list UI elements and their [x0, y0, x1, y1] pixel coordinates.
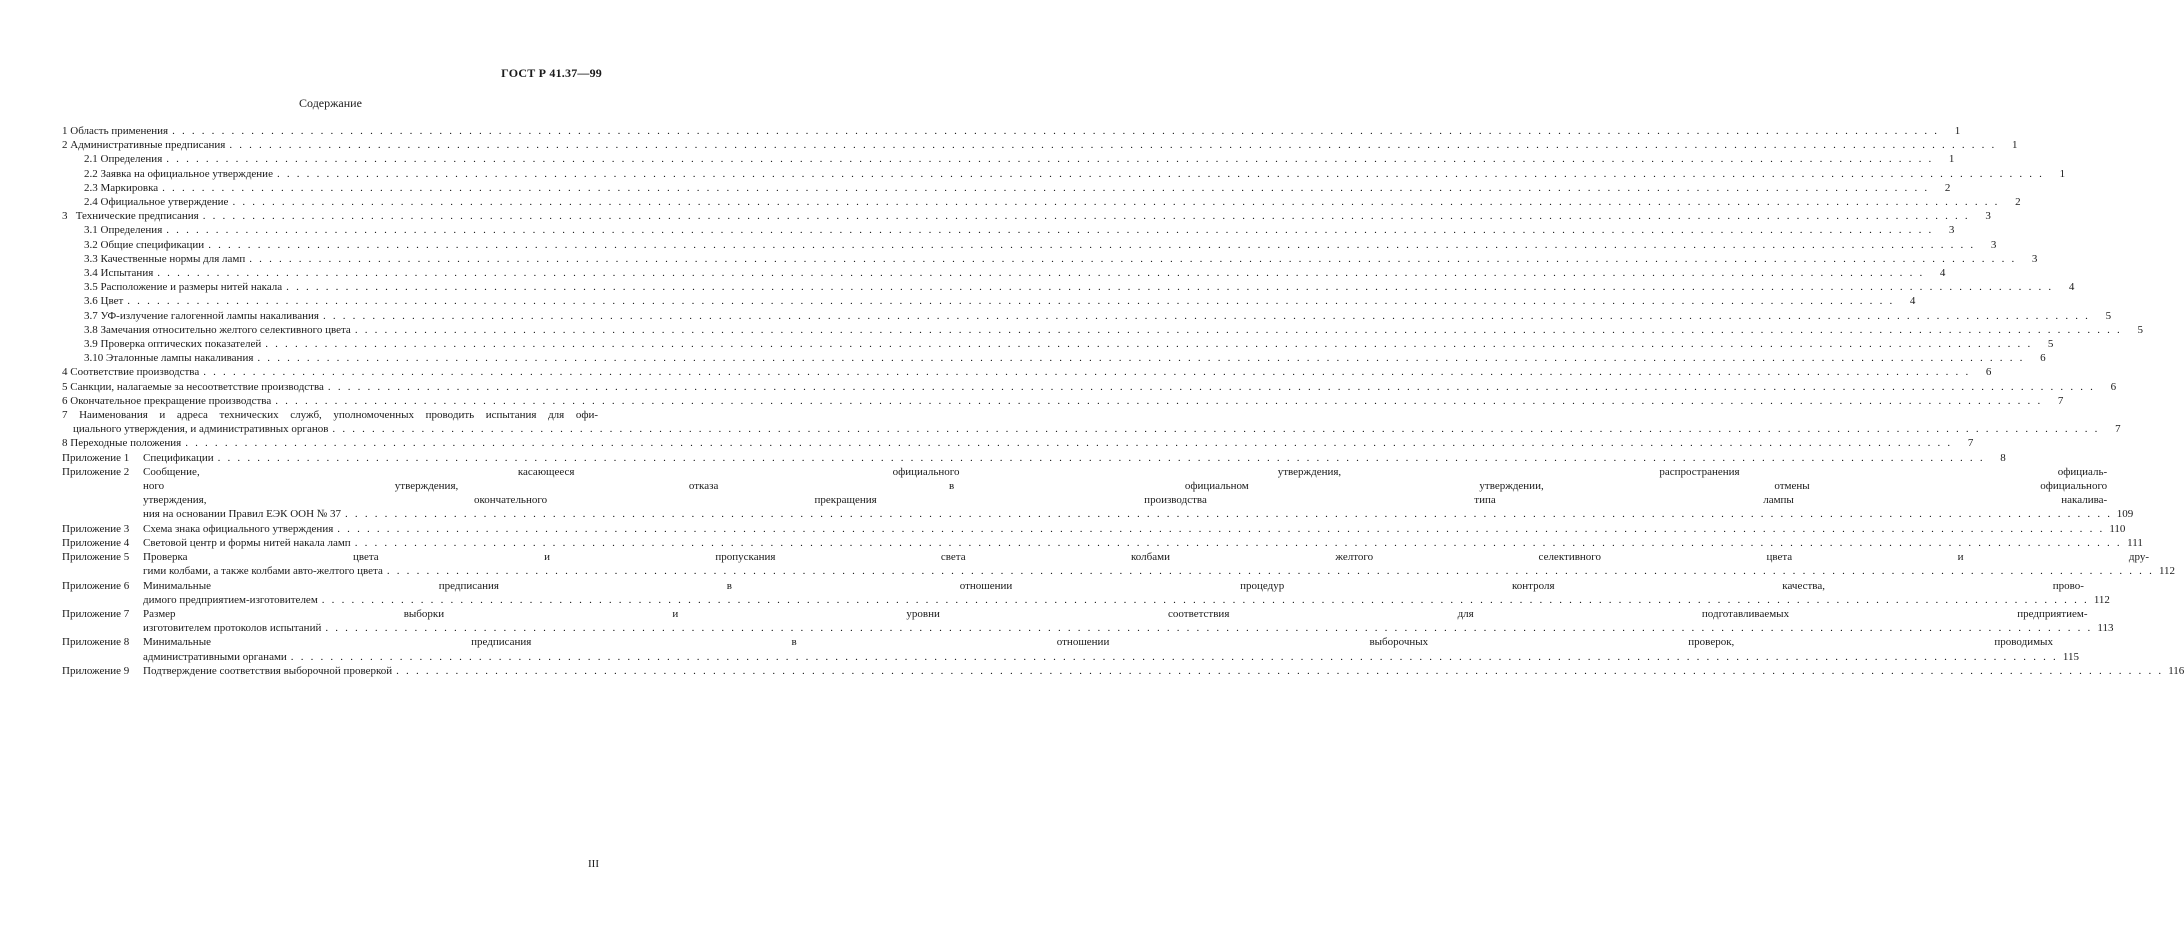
annex-page: 116	[2168, 664, 2184, 677]
annex-label: Приложение 3	[62, 522, 130, 535]
toc-entry-2[interactable]	[62, 138, 2018, 152]
toc-entry-title: циального утверждения, и административных органов	[73, 423, 329, 436]
annex-label: Приложение 1	[62, 451, 130, 464]
toc-entry-page: 2	[1944, 181, 1951, 194]
leader-dots	[203, 365, 1970, 379]
annex-label: Приложение 9	[62, 664, 130, 677]
annex-page: 110	[2109, 522, 2126, 535]
toc-entry-7-line-1[interactable]	[62, 408, 598, 422]
annex-title-line: Проверка цвета и пропускания света колбами желтого селективного цвета и дру-	[143, 551, 2150, 564]
toc-title: Содержание	[299, 96, 362, 110]
annex-page: 8	[2000, 451, 2006, 464]
leader-dots	[328, 380, 2095, 394]
annex-title-line: Минимальные предписания в отношении процедур контроля качества, прово-	[143, 579, 2084, 592]
toc-entry-title: 3 Технические предписания	[62, 210, 199, 223]
leader-dots	[387, 564, 2154, 578]
page-number: III	[588, 858, 599, 870]
toc-entry-title: 3.8 Замечания относительно желтого селективного цвета	[84, 323, 351, 336]
toc-entry-1[interactable]	[62, 124, 1961, 138]
annex-title: Подтверждение соответствия выборочной проверкой	[143, 664, 393, 677]
toc-entry-3[interactable]	[62, 209, 1991, 223]
annex-title: Схема знака официального утверждения	[143, 522, 334, 535]
leader-dots	[325, 621, 2092, 635]
leader-dots	[265, 337, 2032, 351]
annex-6[interactable]	[62, 579, 2110, 607]
toc-entry-title: 2.1 Определения	[84, 153, 163, 166]
annex-3[interactable]	[62, 522, 2126, 536]
toc-entry-page: 7	[1967, 437, 1974, 450]
toc-entry-page: 5	[2047, 338, 2054, 351]
toc-entry-5[interactable]	[62, 380, 2117, 394]
annex-page: 111	[2127, 536, 2143, 549]
leader-dots	[345, 507, 2112, 521]
annex-title-line: Размер выборки и уровни соответствия для подготавливаемых предприятием-	[143, 607, 2088, 620]
annex-title-line: Минимальные предписания в отношении выборочных проверок, проводимых	[143, 636, 2053, 649]
annex-title-line: димого предприятием-изготовителем	[143, 593, 318, 606]
leader-dots	[229, 138, 1996, 152]
toc-entry-title: 2.3 Маркировка	[84, 181, 159, 194]
annex-1[interactable]	[62, 451, 2006, 465]
annex-2[interactable]	[62, 465, 2134, 522]
leader-dots	[166, 152, 1933, 166]
leader-dots	[203, 209, 1970, 223]
toc-entry-page: 3	[1948, 224, 1955, 237]
leader-dots	[332, 422, 2099, 436]
toc-entry-title: 2.2 Заявка на официальное утверждение	[84, 167, 273, 180]
toc-entry-page: 6	[1985, 366, 1992, 379]
annex-label: Приложение 8	[62, 636, 130, 649]
toc-entry-2-2[interactable]	[62, 167, 2066, 181]
leader-dots	[208, 238, 1975, 252]
toc-entry-page: 4	[1939, 267, 1946, 280]
toc-entry-7-line-2[interactable]	[62, 422, 2121, 436]
annex-title-line: ния на основании Правил ЕЭК ООН № 37	[143, 508, 342, 521]
toc-entry-title: 3.1 Определения	[84, 224, 163, 237]
toc-entry-title: 3.6 Цвет	[84, 295, 124, 308]
toc-entry-page: 4	[1909, 295, 1916, 308]
toc-entry-page: 1	[2059, 167, 2066, 180]
annex-8[interactable]	[62, 635, 2079, 663]
toc-entry-title: 3.7 УФ-излучение галогенной лампы накаливания	[84, 309, 319, 322]
annex-label: Приложение 5	[62, 551, 130, 564]
leader-dots	[275, 394, 2042, 408]
annex-page: 115	[2062, 650, 2079, 663]
toc-entry-title: 2 Административные предписания	[62, 139, 226, 152]
leader-dots	[127, 294, 1894, 308]
leader-dots	[249, 252, 2016, 266]
toc-entry-3-4[interactable]	[62, 266, 1946, 280]
annex-page: 112	[2093, 593, 2110, 606]
annex-title: Световой центр и формы нитей накала ламп	[143, 536, 351, 549]
toc-entry-page: 2	[2015, 196, 2021, 209]
toc-entry-page: 5	[2105, 309, 2112, 322]
toc-entry-title: 3.5 Расположение и размеры нитей накала	[84, 281, 283, 294]
toc-entry-page: 6	[2110, 380, 2117, 393]
toc-entry-3-7[interactable]	[62, 309, 2112, 323]
annex-title-line: изготовителем протоколов испытаний	[143, 622, 322, 635]
table-of-contents	[62, 124, 2184, 678]
leader-dots	[157, 266, 1924, 280]
toc-entry-title: 3.4 Испытания	[84, 267, 154, 280]
annex-title: Спецификации	[143, 451, 214, 464]
toc-entry-3-9[interactable]	[62, 337, 2054, 351]
leader-dots	[172, 124, 1939, 138]
leader-dots	[166, 223, 1933, 237]
toc-entry-3-5[interactable]	[62, 280, 2075, 294]
toc-entry-page: 1	[1954, 125, 1961, 137]
toc-entry-title: 2.4 Официальное утверждение	[84, 196, 229, 209]
toc-entry-3-8[interactable]	[62, 323, 2143, 337]
toc-entry-title: 3.3 Качественные нормы для ламп	[84, 252, 246, 265]
leader-dots	[355, 536, 2122, 550]
toc-entry-page: 3	[1990, 238, 1997, 251]
leader-dots	[257, 351, 2024, 365]
toc-entry-page: 7	[2115, 423, 2121, 436]
leader-dots	[396, 664, 2163, 678]
toc-entry-2-3[interactable]	[62, 181, 1951, 195]
toc-entry-3-6[interactable]	[62, 294, 1916, 308]
annex-4[interactable]	[62, 536, 2143, 550]
annex-title-line: административными органами	[143, 650, 287, 663]
annex-label: Приложение 4	[62, 536, 130, 549]
annex-9[interactable]	[62, 664, 2184, 678]
annex-title-line: Сообщение, касающееся официального утверждения, распространения официаль-	[143, 465, 2108, 478]
leader-dots	[291, 650, 2058, 664]
annex-title-line: гими колбами, а также колбами авто-желтого цвета	[143, 565, 383, 578]
toc-entry-page: 5	[2137, 323, 2143, 336]
leader-dots	[322, 593, 2089, 607]
toc-entry-3-1[interactable]	[62, 223, 1955, 237]
toc-entry-page: 1	[1948, 153, 1955, 166]
annex-label: Приложение 2	[62, 465, 130, 478]
annex-title-line: утверждения, окончательного прекращения производства типа лампы накалива-	[143, 494, 2108, 507]
toc-entry-2-4[interactable]	[62, 195, 2021, 209]
leader-dots	[185, 436, 1952, 450]
toc-entry-title: 7 Наименования и адреса технических служб, уполномоченных проводить испытания для офи-	[62, 409, 598, 422]
toc-entry-title: 1 Область применения	[62, 125, 169, 137]
annex-label: Приложение 7	[62, 607, 130, 620]
toc-entry-page: 7	[2057, 394, 2064, 407]
annex-page: 109	[2116, 508, 2134, 521]
leader-dots	[355, 323, 2122, 337]
toc-entry-6[interactable]	[62, 394, 2064, 408]
toc-entry-title: 5 Санкции, налагаемые за несоответствие производства	[62, 380, 324, 393]
annex-7[interactable]	[62, 607, 2114, 635]
toc-entry-page: 3	[1985, 210, 1991, 223]
annex-page: 112	[2158, 565, 2176, 578]
toc-entry-3-10[interactable]	[62, 351, 2046, 365]
leader-dots	[337, 522, 2104, 536]
toc-entry-title: 3.2 Общие спецификации	[84, 238, 205, 251]
leader-dots	[162, 181, 1929, 195]
toc-entry-page: 4	[2068, 281, 2075, 294]
leader-dots	[218, 451, 1985, 465]
toc-entry-title: 6 Окончательное прекращение производства	[62, 394, 272, 407]
toc-entry-page: 1	[2012, 139, 2018, 152]
annex-5[interactable]	[62, 550, 2176, 578]
toc-entry-3-2[interactable]	[62, 238, 1997, 252]
toc-entry-8[interactable]	[62, 436, 1974, 450]
annex-page: 113	[2097, 622, 2114, 635]
toc-entry-4[interactable]	[62, 365, 1992, 379]
toc-entry-3-3[interactable]	[62, 252, 2038, 266]
annex-title-line: ного утверждения, отказа в официальном утверждении, отмены официального	[143, 480, 2108, 493]
leader-dots	[232, 195, 1999, 209]
toc-entry-title: 3.10 Эталонные лампы накаливания	[84, 352, 254, 365]
toc-entry-page: 3	[2031, 252, 2038, 265]
toc-entry-2-1[interactable]	[62, 152, 1955, 166]
annex-label: Приложение 6	[62, 579, 130, 592]
toc-entry-title: 4 Соответствие производства	[62, 366, 200, 379]
leader-dots	[286, 280, 2053, 294]
document-code: ГОСТ Р 41.37—99	[501, 66, 602, 80]
leader-dots	[323, 309, 2090, 323]
toc-entry-title: 8 Переходные положения	[62, 437, 182, 450]
toc-entry-page: 6	[2040, 352, 2046, 365]
leader-dots	[277, 167, 2044, 181]
toc-entry-title: 3.9 Проверка оптических показателей	[84, 338, 262, 351]
